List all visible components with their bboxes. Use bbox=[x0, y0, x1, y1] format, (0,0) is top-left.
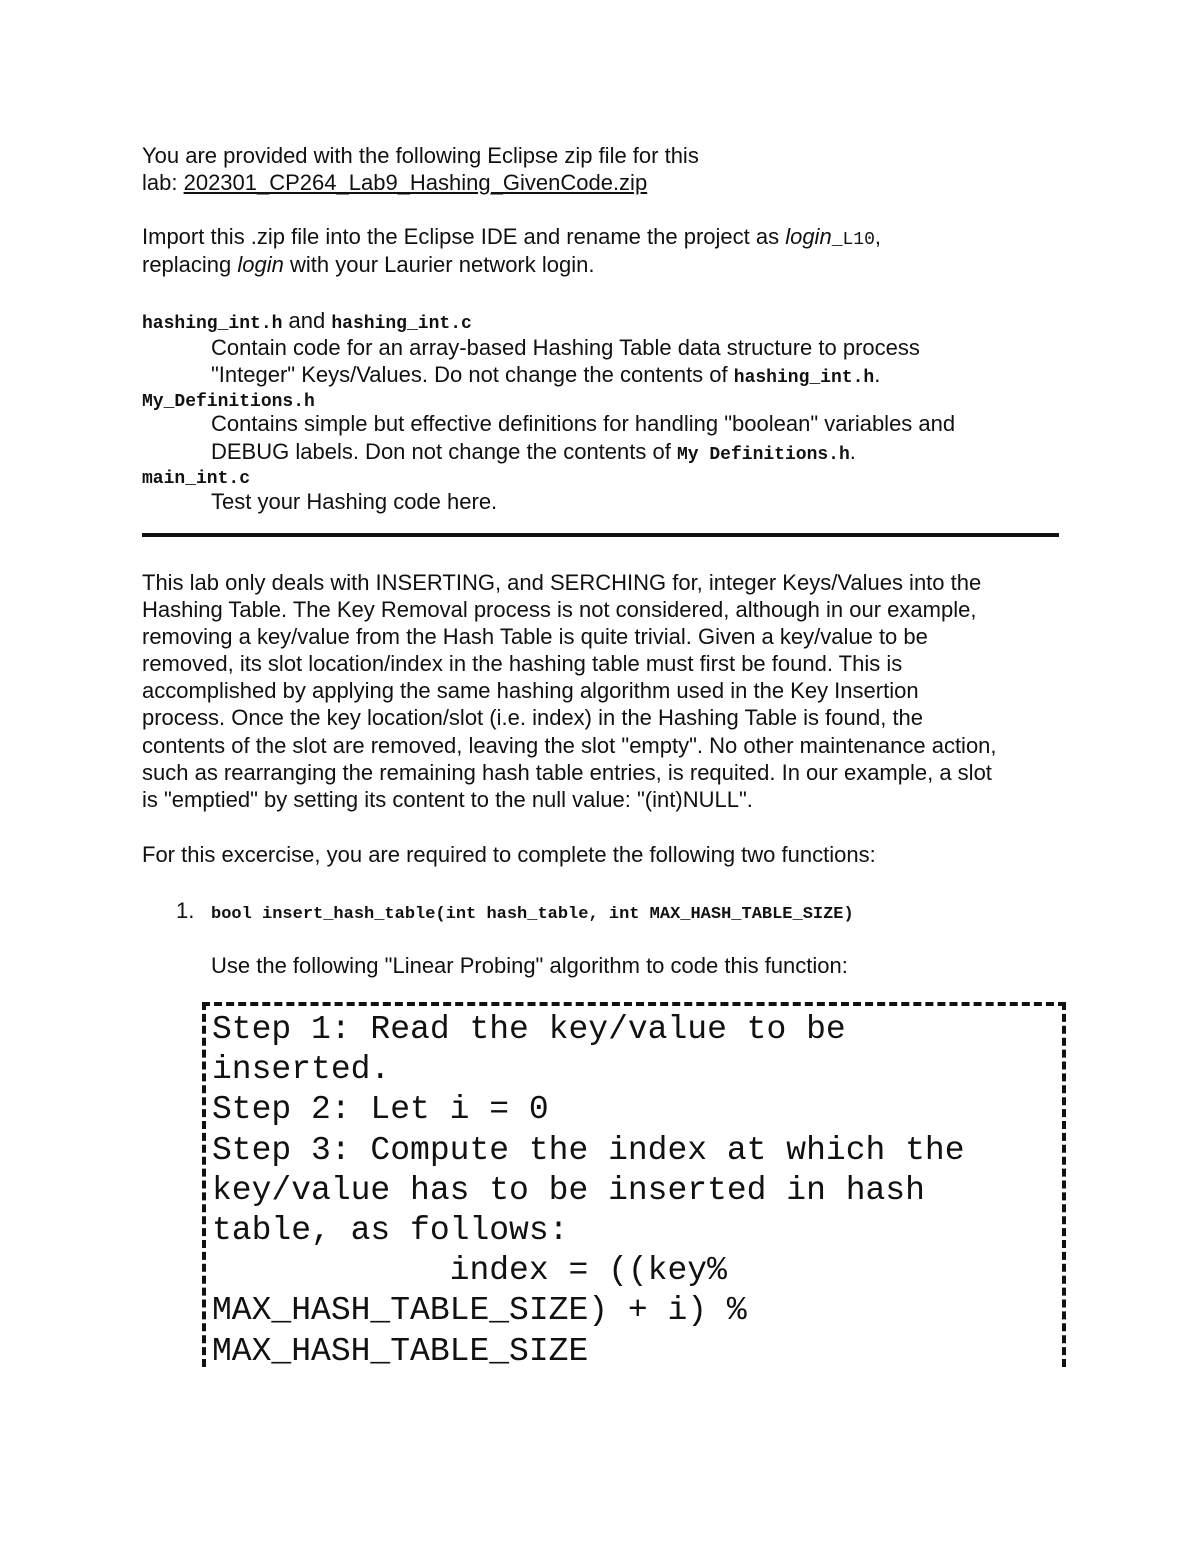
task1-signature bbox=[211, 897, 854, 929]
body-line: such as rearranging the remaining hash table entries, is requited. In our example, a slot bbox=[142, 760, 992, 785]
file1-and: and bbox=[282, 308, 332, 333]
body-line: contents of the slot are removed, leaving the slot "empty". No other maintenance action, bbox=[142, 733, 997, 758]
task1-number: 1. bbox=[176, 898, 195, 923]
zip-file-link[interactable]: 202301_CP264_Lab9_Hashing_GivenCode.zip bbox=[183, 170, 648, 195]
intro-line-1: You are provided with the following Eclipse zip file for this bbox=[142, 143, 699, 168]
login-word-2: login bbox=[237, 252, 284, 277]
file2-desc-2-end: . bbox=[849, 439, 856, 464]
file2-desc-2-prefix: DEBUG labels. Don not change the contents of bbox=[211, 439, 677, 464]
body-line: process. Once the key location/slot (i.e. index) in the Hashing Table is found, the bbox=[142, 705, 924, 730]
import-line2-suffix: with your Laurier network login. bbox=[283, 252, 595, 277]
body-line: This lab only deals with INSERTING, and SERCHING for, integer Keys/Values into the bbox=[142, 570, 982, 595]
file1-desc-2-end: . bbox=[874, 362, 881, 387]
body-line: accomplished by applying the same hashing algorithm used in the Key Insertion bbox=[142, 678, 919, 703]
body-line: Hashing Table. The Key Removal process is not considered, although in our example, bbox=[142, 597, 977, 622]
project-suffix-code: _L10 bbox=[831, 230, 875, 250]
file2-desc-2 bbox=[211, 438, 856, 469]
function-signature-code: bool insert_hash_table(int hash_table, int MAX_HASH_TABLE_SIZE) bbox=[211, 905, 854, 924]
file1a-code: hashing_int.h bbox=[142, 314, 283, 334]
intro-line-2-prefix: lab: bbox=[142, 170, 184, 195]
horizontal-rule bbox=[142, 533, 1059, 537]
file1b-code: hashing_int.c bbox=[331, 314, 472, 334]
file1-desc-2-code: hashing_int.h bbox=[733, 368, 875, 388]
body-line: is "emptied" by setting its content to the null value: "(int)NULL". bbox=[142, 787, 753, 812]
login-word: login bbox=[785, 224, 832, 249]
file2-desc-1: Contains simple but effective definitions for handling "boolean" variables and bbox=[211, 411, 956, 436]
task1-instruction: Use the following "Linear Probing" algorithm to code this function: bbox=[211, 953, 848, 978]
body-line: removing a key/value from the Hash Table is quite trivial. Given a key/value to be bbox=[142, 624, 928, 649]
algorithm-text: Step 1: Read the key/value to be inserted. Step 2: Let i = 0 Step 3: Compute the index at which the key/value has to be inserted in hash table, as follows: index = ((key% MAX_HASH_TABLE_SIZE) + i) % MAX_HASH_TABLE_SIZE bbox=[212, 1011, 965, 1370]
file3-code: main_int.c bbox=[142, 469, 251, 489]
body-paragraph-2: For this excercise, you are required to complete the following two functions: bbox=[142, 842, 876, 867]
intro-line-2 bbox=[142, 169, 647, 197]
file2-code: My_Definitions.h bbox=[142, 392, 315, 412]
file1-desc-1: Contain code for an array-based Hashing Table data structure to process bbox=[211, 335, 920, 360]
import-line-1 bbox=[142, 223, 881, 254]
import-prefix: Import this .zip file into the Eclipse IDE and rename the project as bbox=[142, 224, 786, 249]
import-line2-prefix: replacing bbox=[142, 252, 238, 277]
file3-desc: Test your Hashing code here. bbox=[211, 489, 498, 514]
import-line-2 bbox=[142, 251, 594, 279]
body-line: removed, its slot location/index in the hashing table must first be found. This is bbox=[142, 651, 903, 676]
file2-desc-2-code: My Definitions.h bbox=[676, 445, 850, 465]
file1-desc-2-prefix: "Integer" Keys/Values. Do not change the contents of bbox=[211, 362, 734, 387]
import-comma: , bbox=[874, 224, 882, 249]
